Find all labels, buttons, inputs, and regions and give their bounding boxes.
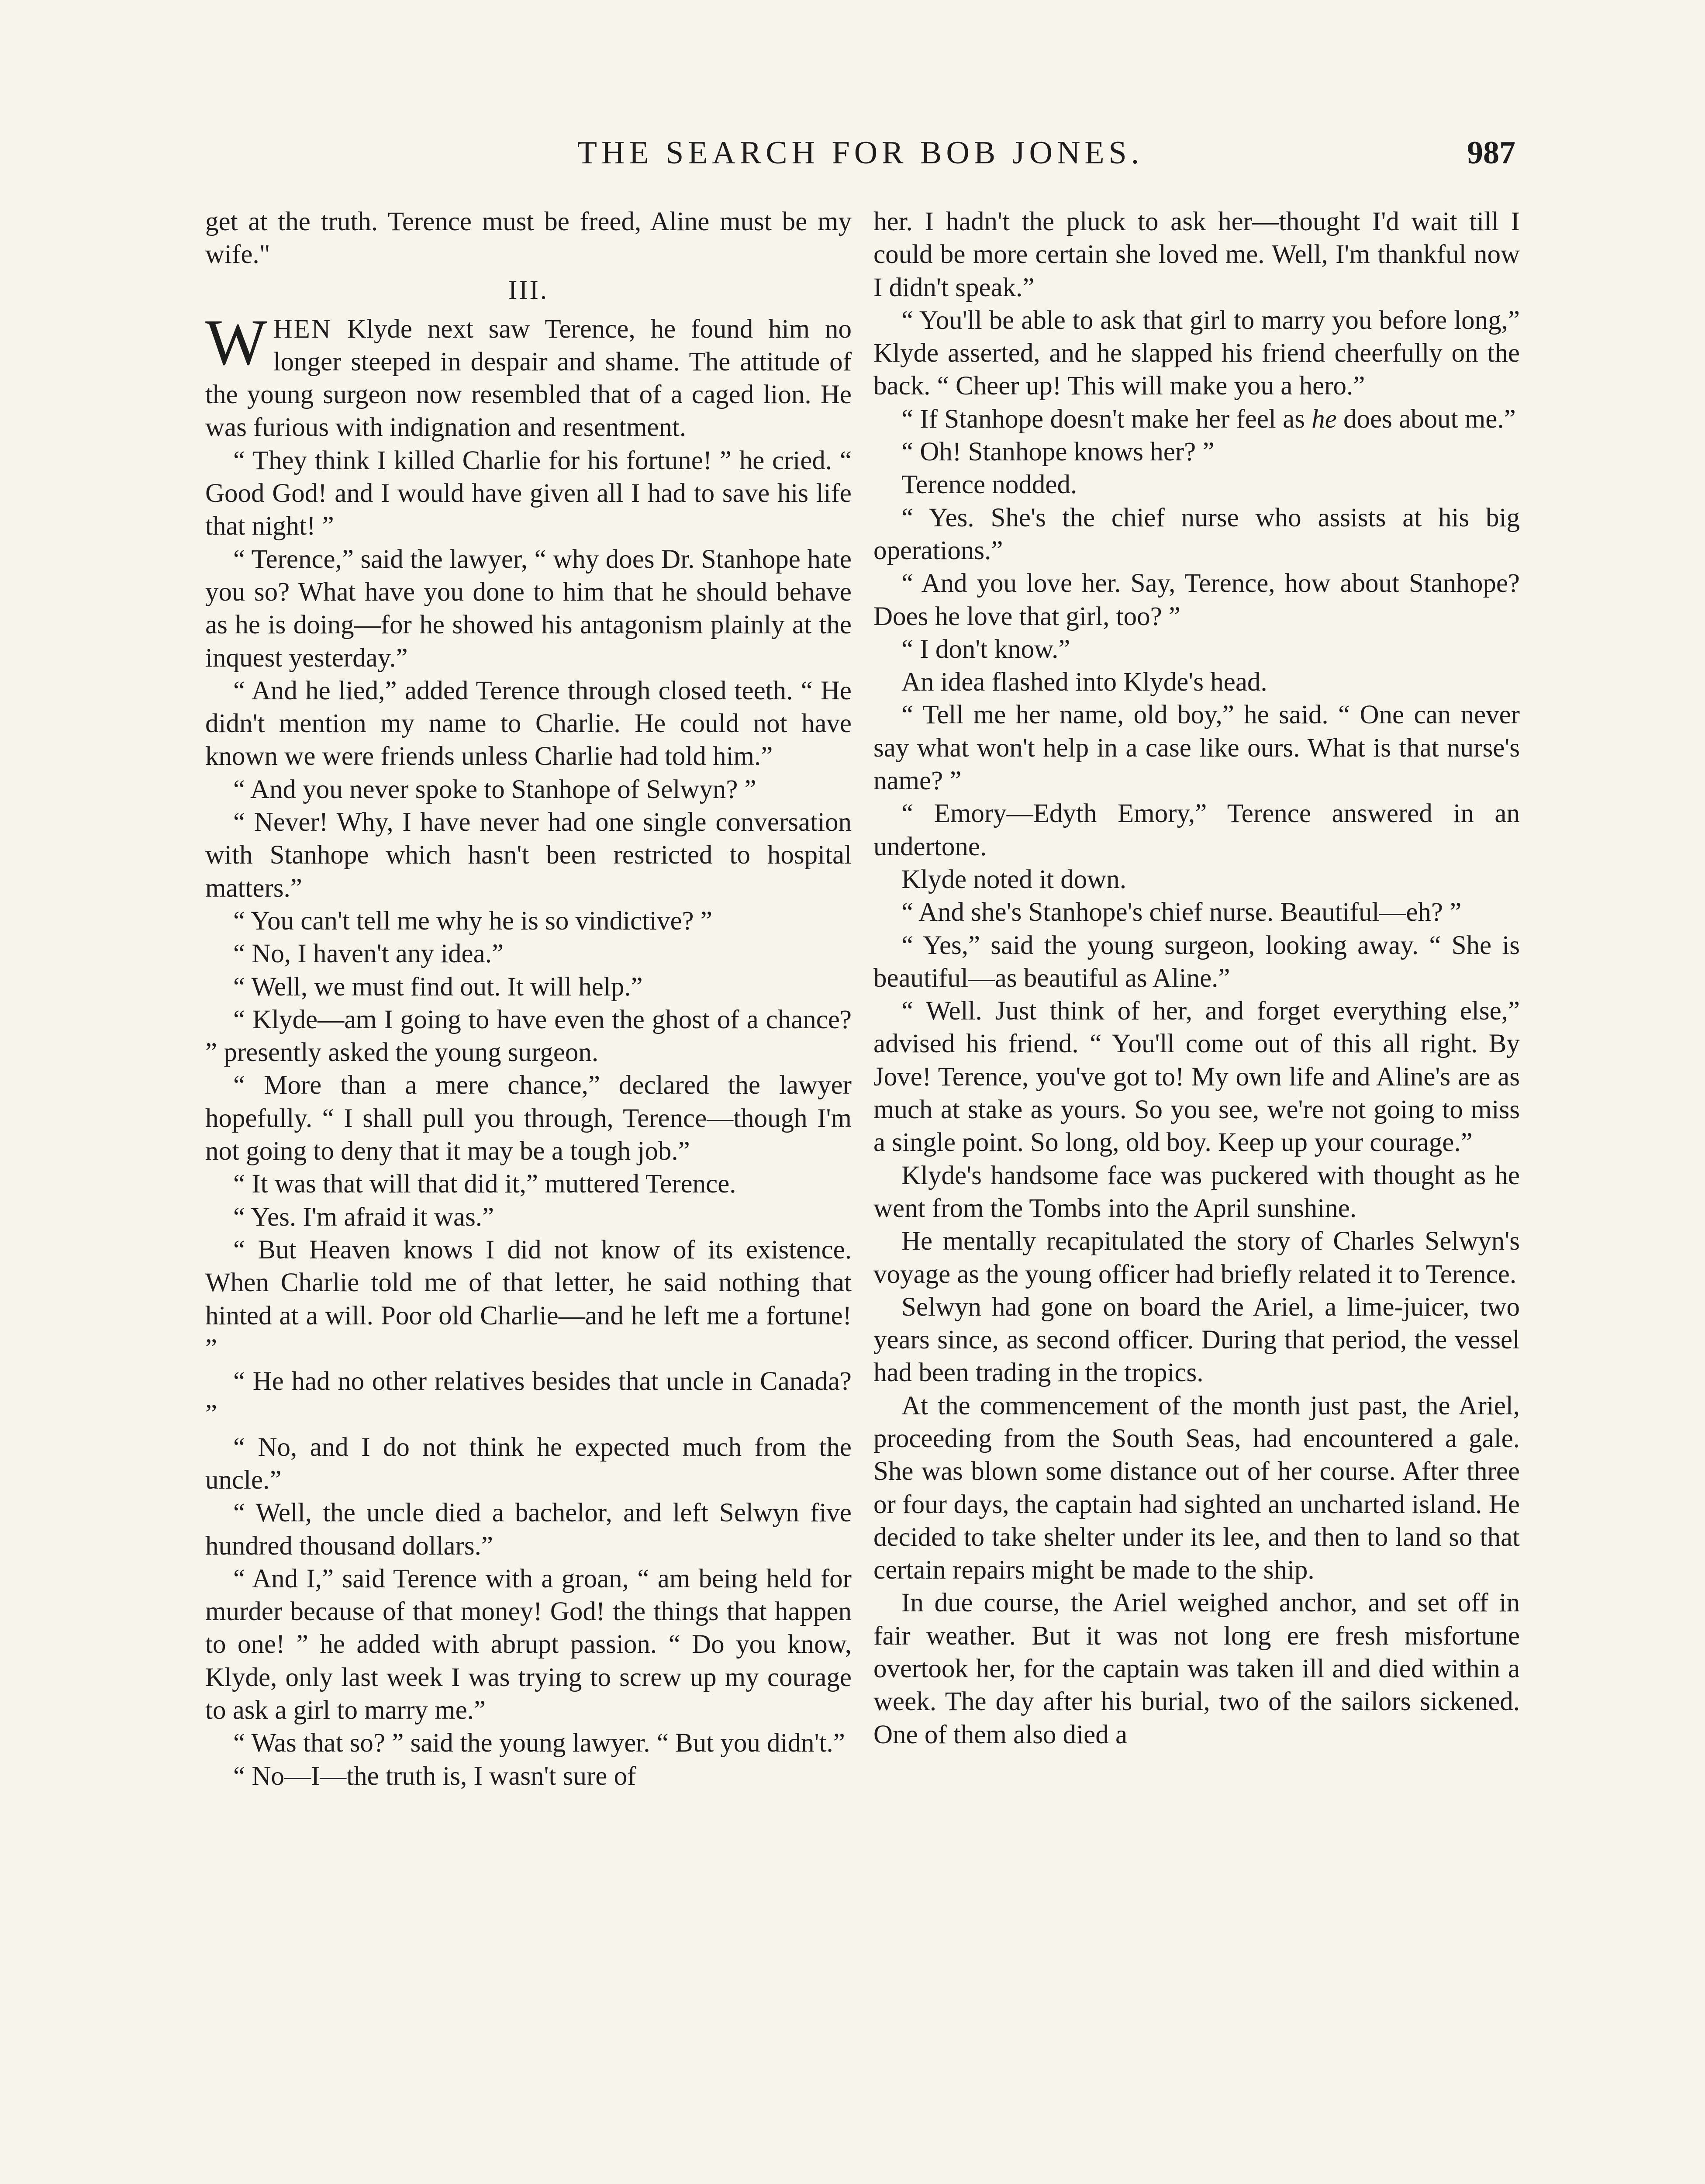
paragraph-dropcap <box>205 306 852 444</box>
paragraph: “ Yes,” said the young surgeon, looking away. “ She is beautiful—as beautiful as Aline.” <box>873 930 1520 993</box>
paragraph: “ Never! Why, I have never had one single conversation with Stanhope which hasn't been restricted to hospital matters.” <box>205 808 852 903</box>
paragraph: “ More than a mere chance,” declared the lawyer hopefully. “ I shall pull you through, Terence—though I'm not going to deny that it may be a tough job.” <box>205 1071 852 1166</box>
smallcaps-text: HEN <box>273 314 332 344</box>
paragraph: her. I hadn't the pluck to ask her—thought I'd wait till I could be more certain she loved me. Well, I'm thankful now I didn't speak.” <box>873 207 1520 302</box>
paragraph: Terence nodded. <box>901 470 1077 500</box>
paragraph: “ And he lied,” added Terence through closed teeth. “ He didn't mention my name to Charlie. He could not have known we were friends unless Charlie had told him.” <box>205 676 852 771</box>
paragraph-text: “ If Stanhope doesn't make her feel as <box>901 404 1312 434</box>
italic-text: he <box>1312 404 1337 434</box>
drop-cap: W <box>205 306 267 379</box>
paragraph: “ Klyde—am I going to have even the ghost of a chance? ” presently asked the young surgeon. <box>205 1005 852 1068</box>
paragraph: At the commencement of the month just past, the Ariel, proceeding from the South Seas, had encountered a gale. She was blown some distance out of her course. After three or four days, the captain had sighted an uncharted island. He decided to take shelter under its lee, and then to land so that certain repairs might be made to the ship. <box>873 1391 1520 1585</box>
paragraph: “ Emory—Edyth Emory,” Terence answered in an undertone. <box>873 799 1520 861</box>
paragraph: “ Was that so? ” said the young lawyer. “ But you didn't.” <box>233 1728 845 1758</box>
paragraph-text: does about me.” <box>1336 404 1516 434</box>
paragraph-text: Klyde next saw Terence, he found him no longer steeped in despair and shame. The attitude of the young surgeon now resembled that of a caged lion. He was furious with indignation and resentment. <box>205 314 852 442</box>
paragraph: get at the truth. Terence must be freed, Aline must be my wife." <box>205 207 852 270</box>
paragraph: “ They think I killed Charlie for his fortune! ” he cried. “ Good God! and I would have given all I had to save his life that night! ” <box>205 446 852 541</box>
page-header <box>205 131 1515 183</box>
paragraph: “ He had no other relatives besides that uncle in Canada? ” <box>205 1367 852 1429</box>
paragraph: “ Oh! Stanhope knows her? ” <box>901 437 1215 467</box>
paragraph: Klyde's handsome face was puckered with thought as he went from the Tombs into the April sunshine. <box>873 1161 1520 1223</box>
paragraph: An idea flashed into Klyde's head. <box>901 667 1267 697</box>
paragraph: “ But Heaven knows I did not know of its existence. When Charlie told me of that letter, he said nothing that hinted at a will. Poor old Charlie—and he left me a fortune! ” <box>205 1235 852 1363</box>
section-number: III. <box>508 275 549 305</box>
paragraph: He mentally recapitulated the story of Charles Selwyn's voyage as the young officer had briefly related it to Terence. <box>873 1227 1520 1289</box>
left-column <box>205 205 852 1793</box>
paragraph: “ No—I—the truth is, I wasn't sure of <box>233 1761 636 1791</box>
paragraph: “ Yes. I'm afraid it was.” <box>233 1202 494 1232</box>
paragraph: “ You'll be able to ask that girl to marry you before long,” Klyde asserted, and he slapped his friend cheerfully on the back. “ Cheer up! This will make you a hero.” <box>873 305 1520 401</box>
paragraph: “ And she's Stanhope's chief nurse. Beautiful—eh? ” <box>901 898 1462 927</box>
paragraph: “ Well, we must find out. It will help.” <box>233 972 643 1002</box>
paragraph: Selwyn had gone on board the Ariel, a lime-juicer, two years since, as second officer. During that period, the vessel had been trading in the tropics. <box>873 1292 1520 1388</box>
paragraph: “ Tell me her name, old boy,” he said. “ One can never say what won't help in a case like ours. What is that nurse's name? ” <box>873 700 1520 796</box>
paragraph: “ Well, the uncle died a bachelor, and left Selwyn five hundred thousand dollars.” <box>205 1498 852 1561</box>
paragraph: “ It was that will that did it,” muttered Terence. <box>233 1169 736 1199</box>
paragraph: “ You can't tell me why he is so vindictive? ” <box>233 906 712 936</box>
paragraph: Klyde noted it down. <box>901 864 1127 894</box>
paragraph: “ No, and I do not think he expected much from the uncle.” <box>205 1432 852 1495</box>
paragraph: “ Well. Just think of her, and forget everything else,” advised his friend. “ You'll come out of this all right. By Jove! Terence, you've got to! My own life and Aline's are as much at stake as yours. So you see, we're not going to miss a single point. So long, old boy. Keep up your courage.” <box>873 996 1520 1158</box>
right-column <box>873 205 1520 1751</box>
paragraph: “ Yes. She's the chief nurse who assists at his big operations.” <box>873 503 1520 565</box>
running-title: THE SEARCH FOR BOB JONES. <box>577 135 1144 171</box>
paragraph: In due course, the Ariel weighed anchor, and set off in fair weather. But it was not long ere fresh misfortune overtook her, for the captain was taken ill and died within a week. The day after his burial, two of the sailors sickened. One of them also died a <box>873 1588 1520 1749</box>
paragraph: “ I don't know.” <box>901 634 1070 664</box>
paragraph: “ Terence,” said the lawyer, “ why does Dr. Stanhope hate you so? What have you done to him that he should behave as he is doing—for he showed his antagonism plainly at the inquest yesterday.” <box>205 544 852 673</box>
page-number: 987 <box>1467 135 1515 171</box>
paragraph: “ No, I haven't any idea.” <box>233 939 504 969</box>
paragraph: “ And you never spoke to Stanhope of Selwyn? ” <box>233 774 756 804</box>
paragraph: “ And I,” said Terence with a groan, “ am being held for murder because of that money! God! the things that happen to one! ” he added with abrupt passion. “ Do you know, Klyde, only last week I was trying to screw up my courage to ask a girl to marry me.” <box>205 1564 852 1725</box>
paragraph: “ And you love her. Say, Terence, how about Stanhope? Does he love that girl, too? ” <box>873 569 1520 631</box>
paragraph <box>873 403 1520 435</box>
